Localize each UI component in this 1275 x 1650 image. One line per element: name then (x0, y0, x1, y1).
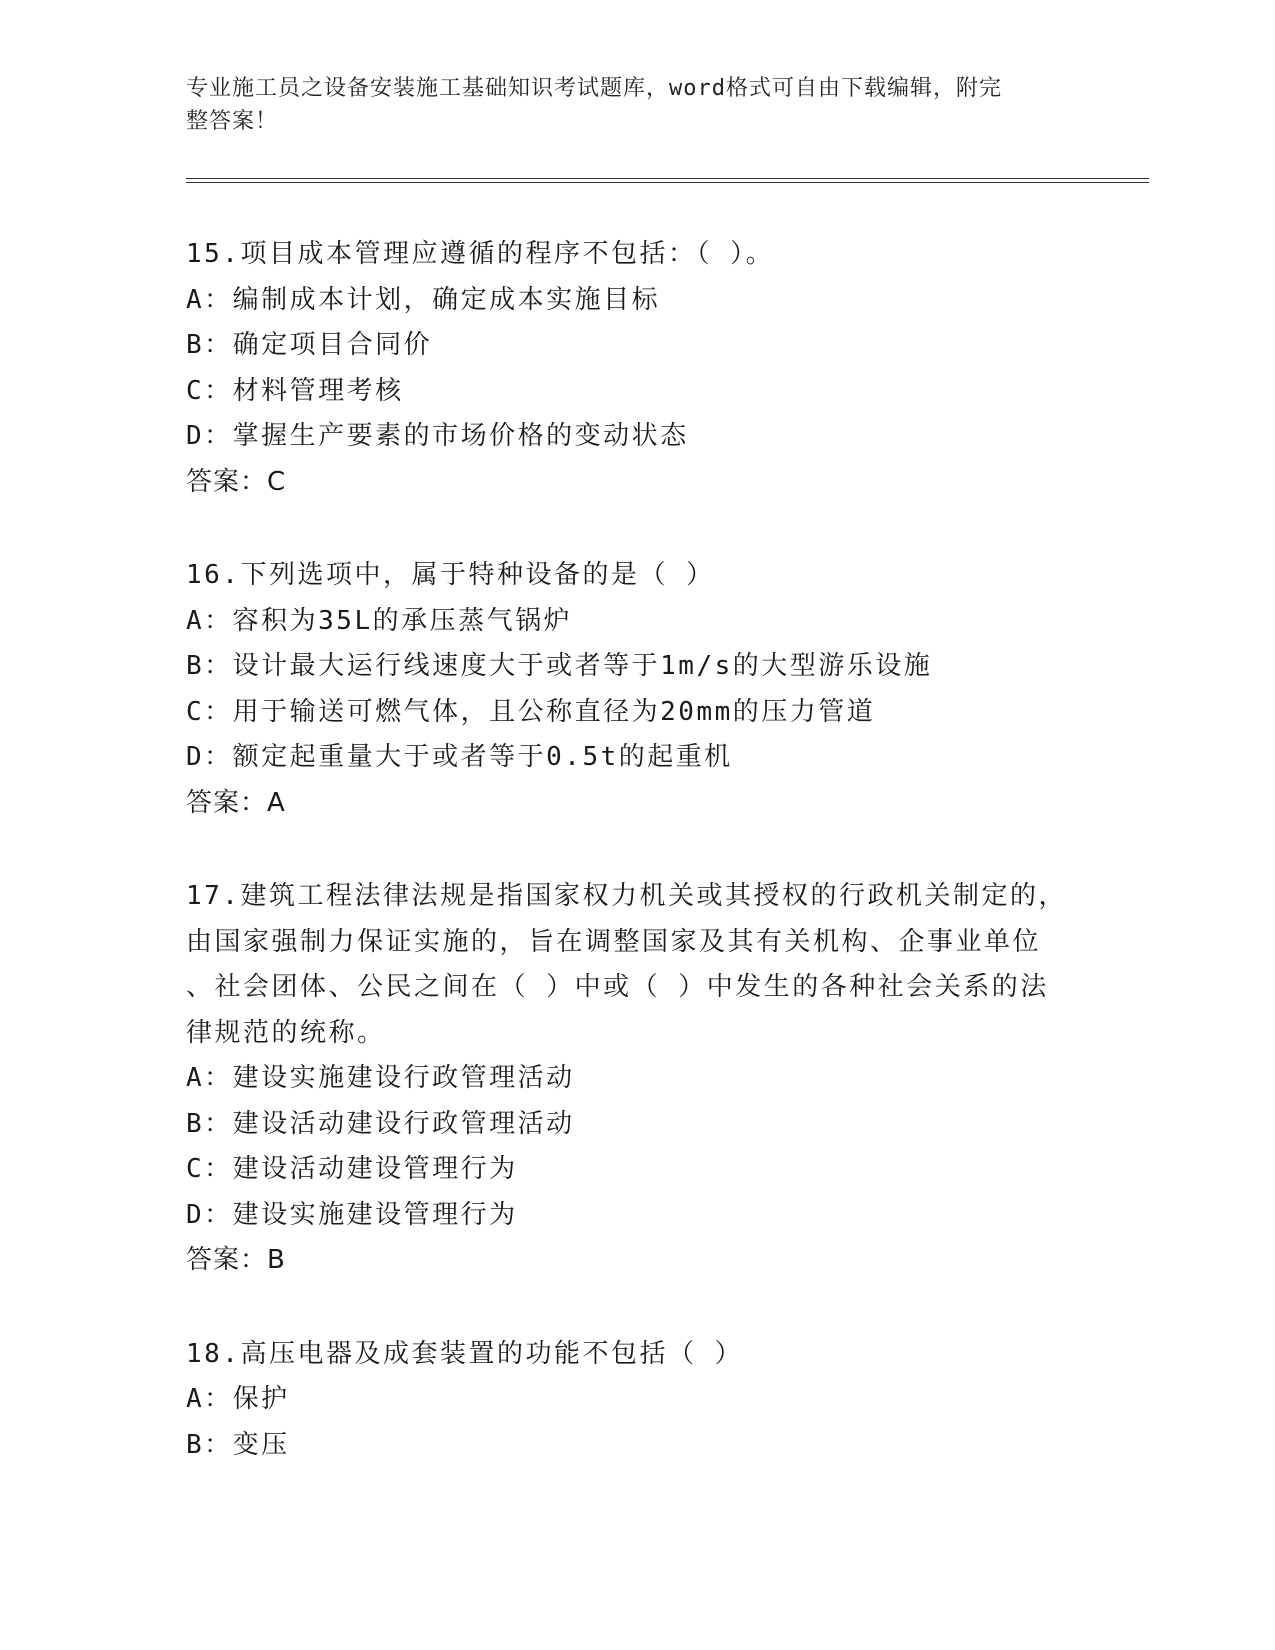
question-18 (186, 1332, 1086, 1469)
option-b: B：确定项目合同价 (186, 330, 433, 360)
question-stem (186, 1332, 1086, 1378)
question-15 (186, 232, 1086, 505)
stem-line: 15.项目成本管理应遵循的程序不包括：（ ）。 (186, 239, 775, 269)
document-header (186, 72, 1066, 138)
stem-line: 律规范的统称。 (186, 1017, 386, 1048)
option-b: B：建设活动建设行政管理活动 (186, 1108, 575, 1139)
option-b: B：变压 (186, 1429, 290, 1460)
header-divider-top (186, 178, 1149, 179)
option-c: C：用于输送可燃气体，且公称直径为20mm的压力管道 (186, 696, 876, 727)
option-a: A：容积为35L的承压蒸气锅炉 (186, 605, 573, 636)
option-a: A：保护 (186, 1384, 290, 1414)
question-stem (186, 874, 1086, 1056)
option-c: C：材料管理考核 (186, 375, 404, 406)
answer: 答案：A (186, 787, 286, 818)
header-divider-bottom (186, 182, 1149, 183)
question-stem (186, 553, 1086, 599)
question-17 (186, 874, 1086, 1284)
answer: 答案：B (186, 1245, 286, 1275)
header-line-1: 专业施工员之设备安装施工基础知识考试题库，word格式可自由下载编辑，附完 (186, 76, 1002, 101)
stem-line: 、社会团体、公民之间在（ ）中或（ ）中发生的各种社会关系的法 (186, 972, 1049, 1002)
header-line-2: 整答案！ (186, 109, 279, 134)
option-d: D：额定起重量大于或者等于0.5t的起重机 (186, 742, 733, 772)
option-d: D：掌握生产要素的市场价格的变动状态 (186, 421, 689, 451)
question-list (186, 232, 1086, 1516)
answer: 答案：C (186, 466, 287, 497)
stem-line: 17.建筑工程法律法规是指国家权力机关或其授权的行政机关制定的， (186, 881, 1067, 911)
option-d: D：建设实施建设管理行为 (186, 1199, 518, 1230)
stem-line: 由国家强制力保证实施的，旨在调整国家及其有关机构、企事业单位 (186, 926, 1042, 957)
option-b: B：设计最大运行线速度大于或者等于1m/s的大型游乐设施 (186, 651, 933, 681)
option-a: A：建设实施建设行政管理活动 (186, 1063, 575, 1093)
option-a: A：编制成本计划，确定成本实施目标 (186, 284, 661, 315)
stem-line: 18.高压电器及成套装置的功能不包括（ ） (186, 1338, 744, 1369)
stem-line: 16.下列选项中，属于特种设备的是（ ） (186, 560, 715, 590)
option-c: C：建设活动建设管理行为 (186, 1154, 518, 1184)
question-16 (186, 553, 1086, 826)
question-stem (186, 232, 1086, 278)
